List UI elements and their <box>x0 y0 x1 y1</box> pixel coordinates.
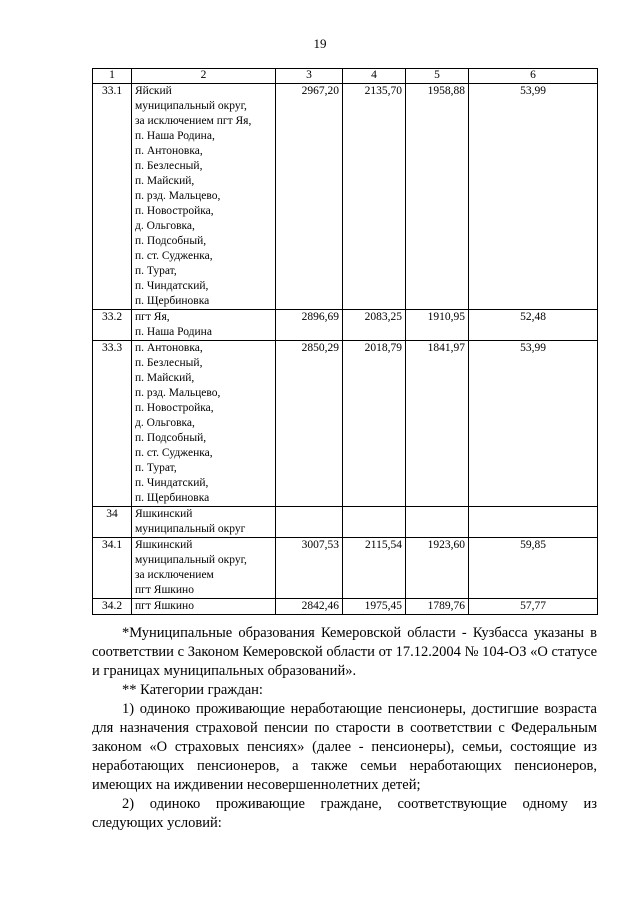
municipality-name-line: п. Щербиновка <box>135 295 210 307</box>
value-col-3: 2967,20 <box>276 84 343 310</box>
value-col-3: 2896,69 <box>276 310 343 341</box>
value-col-5: 1841,97 <box>406 341 469 507</box>
value-col-3 <box>276 507 343 538</box>
municipality-name-line: пгт Яшкино <box>135 600 194 612</box>
value-col-6 <box>469 507 598 538</box>
cost-table <box>92 68 598 615</box>
value-col-6: 59,85 <box>469 538 598 599</box>
municipality-name <box>132 341 276 507</box>
row-number: 33.2 <box>93 310 132 341</box>
value-col-3: 2842,46 <box>276 599 343 615</box>
municipality-name-line: п. Антоновка, <box>135 342 203 354</box>
value-col-6: 53,99 <box>469 341 598 507</box>
value-col-5: 1958,88 <box>406 84 469 310</box>
col-header-3: 3 <box>276 69 343 84</box>
municipality-name-line: п. рзд. Мальцево, <box>135 387 221 399</box>
municipality-name-line: муниципальный округ, <box>135 100 247 112</box>
table-body <box>93 84 598 615</box>
municipality-name <box>132 507 276 538</box>
municipality-name-line: за исключением пгт Яя, <box>135 115 252 127</box>
row-number: 34.1 <box>93 538 132 599</box>
municipality-name-line: муниципальный округ <box>135 523 246 535</box>
municipality-name-line: п. Чиндатский, <box>135 477 209 489</box>
category-item-2: 2) одиноко проживающие граждане, соответствующие одному из следующих условий: <box>92 796 597 831</box>
municipality-name-line: п. ст. Судженка, <box>135 447 213 459</box>
notes <box>92 624 597 833</box>
municipality-name-line: п. Майский, <box>135 372 195 384</box>
table-header-row <box>93 69 598 84</box>
value-col-4: 2135,70 <box>343 84 406 310</box>
municipality-name-line: д. Ольговка, <box>135 220 195 232</box>
municipality-name-line: п. Наша Родина <box>135 326 212 338</box>
municipality-name-line: п. рзд. Мальцево, <box>135 190 221 202</box>
municipality-name-line: муниципальный округ, <box>135 554 247 566</box>
value-col-4: 2115,54 <box>343 538 406 599</box>
municipality-name-line: Яшкинский <box>135 539 193 551</box>
value-col-5 <box>406 507 469 538</box>
municipality-name-line: п. Чиндатский, <box>135 280 209 292</box>
municipality-name-line: п. Майский, <box>135 175 195 187</box>
municipality-name-line: п. Турат, <box>135 462 177 474</box>
municipality-name-line: п. Безлесный, <box>135 160 203 172</box>
col-header-1: 1 <box>93 69 132 84</box>
category-item-1: 1) одиноко проживающие неработающие пенсионеры, достигшие возраста для назначения страховой пенсии по старости в соответствии с Федеральным законом «О страховых пенсиях» (далее - пенсионеры), семьи, состоящие из неработающих пенсионеров, а также семьи неработающих пенсионеров, имеющих на иждивении несовершеннолетних детей; <box>92 701 597 793</box>
table-row <box>93 310 598 341</box>
table-row <box>93 507 598 538</box>
footnote: *Муниципальные образования Кемеровской области - Кузбасса указаны в соответствии с Законом Кемеровской области от 17.12.2004 № 104-ОЗ «О статусе и границах муниципальных образований». <box>92 625 597 679</box>
municipality-name-line: пгт Яшкино <box>135 584 194 596</box>
categories-heading: ** Категории граждан: <box>122 682 263 698</box>
municipality-name-line: п. Новостройка, <box>135 205 214 217</box>
value-col-4: 2018,79 <box>343 341 406 507</box>
municipality-name-line: за исключением <box>135 569 214 581</box>
value-col-6: 57,77 <box>469 599 598 615</box>
municipality-name <box>132 310 276 341</box>
municipality-name <box>132 599 276 615</box>
value-col-5: 1910,95 <box>406 310 469 341</box>
table-row <box>93 84 598 310</box>
row-number: 33.1 <box>93 84 132 310</box>
municipality-name-line: п. Антоновка, <box>135 145 203 157</box>
municipality-name-line: Яйский <box>135 85 172 97</box>
municipality-name-line: п. Турат, <box>135 265 177 277</box>
value-col-3: 3007,53 <box>276 538 343 599</box>
value-col-6: 53,99 <box>469 84 598 310</box>
municipality-name <box>132 84 276 310</box>
value-col-4 <box>343 507 406 538</box>
municipality-name-line: Яшкинский <box>135 508 193 520</box>
row-number: 34 <box>93 507 132 538</box>
value-col-4: 2083,25 <box>343 310 406 341</box>
municipality-name-line: п. Новостройка, <box>135 402 214 414</box>
col-header-4: 4 <box>343 69 406 84</box>
municipality-name-line: п. Подсобный, <box>135 235 207 247</box>
col-header-6: 6 <box>469 69 598 84</box>
municipality-name-line: д. Ольговка, <box>135 417 195 429</box>
table-row <box>93 599 598 615</box>
value-col-6: 52,48 <box>469 310 598 341</box>
value-col-5: 1789,76 <box>406 599 469 615</box>
municipality-name <box>132 538 276 599</box>
value-col-5: 1923,60 <box>406 538 469 599</box>
col-header-5: 5 <box>406 69 469 84</box>
col-header-2: 2 <box>132 69 276 84</box>
value-col-4: 1975,45 <box>343 599 406 615</box>
municipality-name-line: п. Щербиновка <box>135 492 210 504</box>
value-col-3: 2850,29 <box>276 341 343 507</box>
page-number: 19 <box>313 36 327 51</box>
municipality-name-line: п. Подсобный, <box>135 432 207 444</box>
municipality-name-line: пгт Яя, <box>135 311 170 323</box>
municipality-name-line: п. Наша Родина, <box>135 130 215 142</box>
municipality-name-line: п. Безлесный, <box>135 357 203 369</box>
table-row <box>93 538 598 599</box>
row-number: 33.3 <box>93 341 132 507</box>
municipality-name-line: п. ст. Судженка, <box>135 250 213 262</box>
row-number: 34.2 <box>93 599 132 615</box>
table-row <box>93 341 598 507</box>
